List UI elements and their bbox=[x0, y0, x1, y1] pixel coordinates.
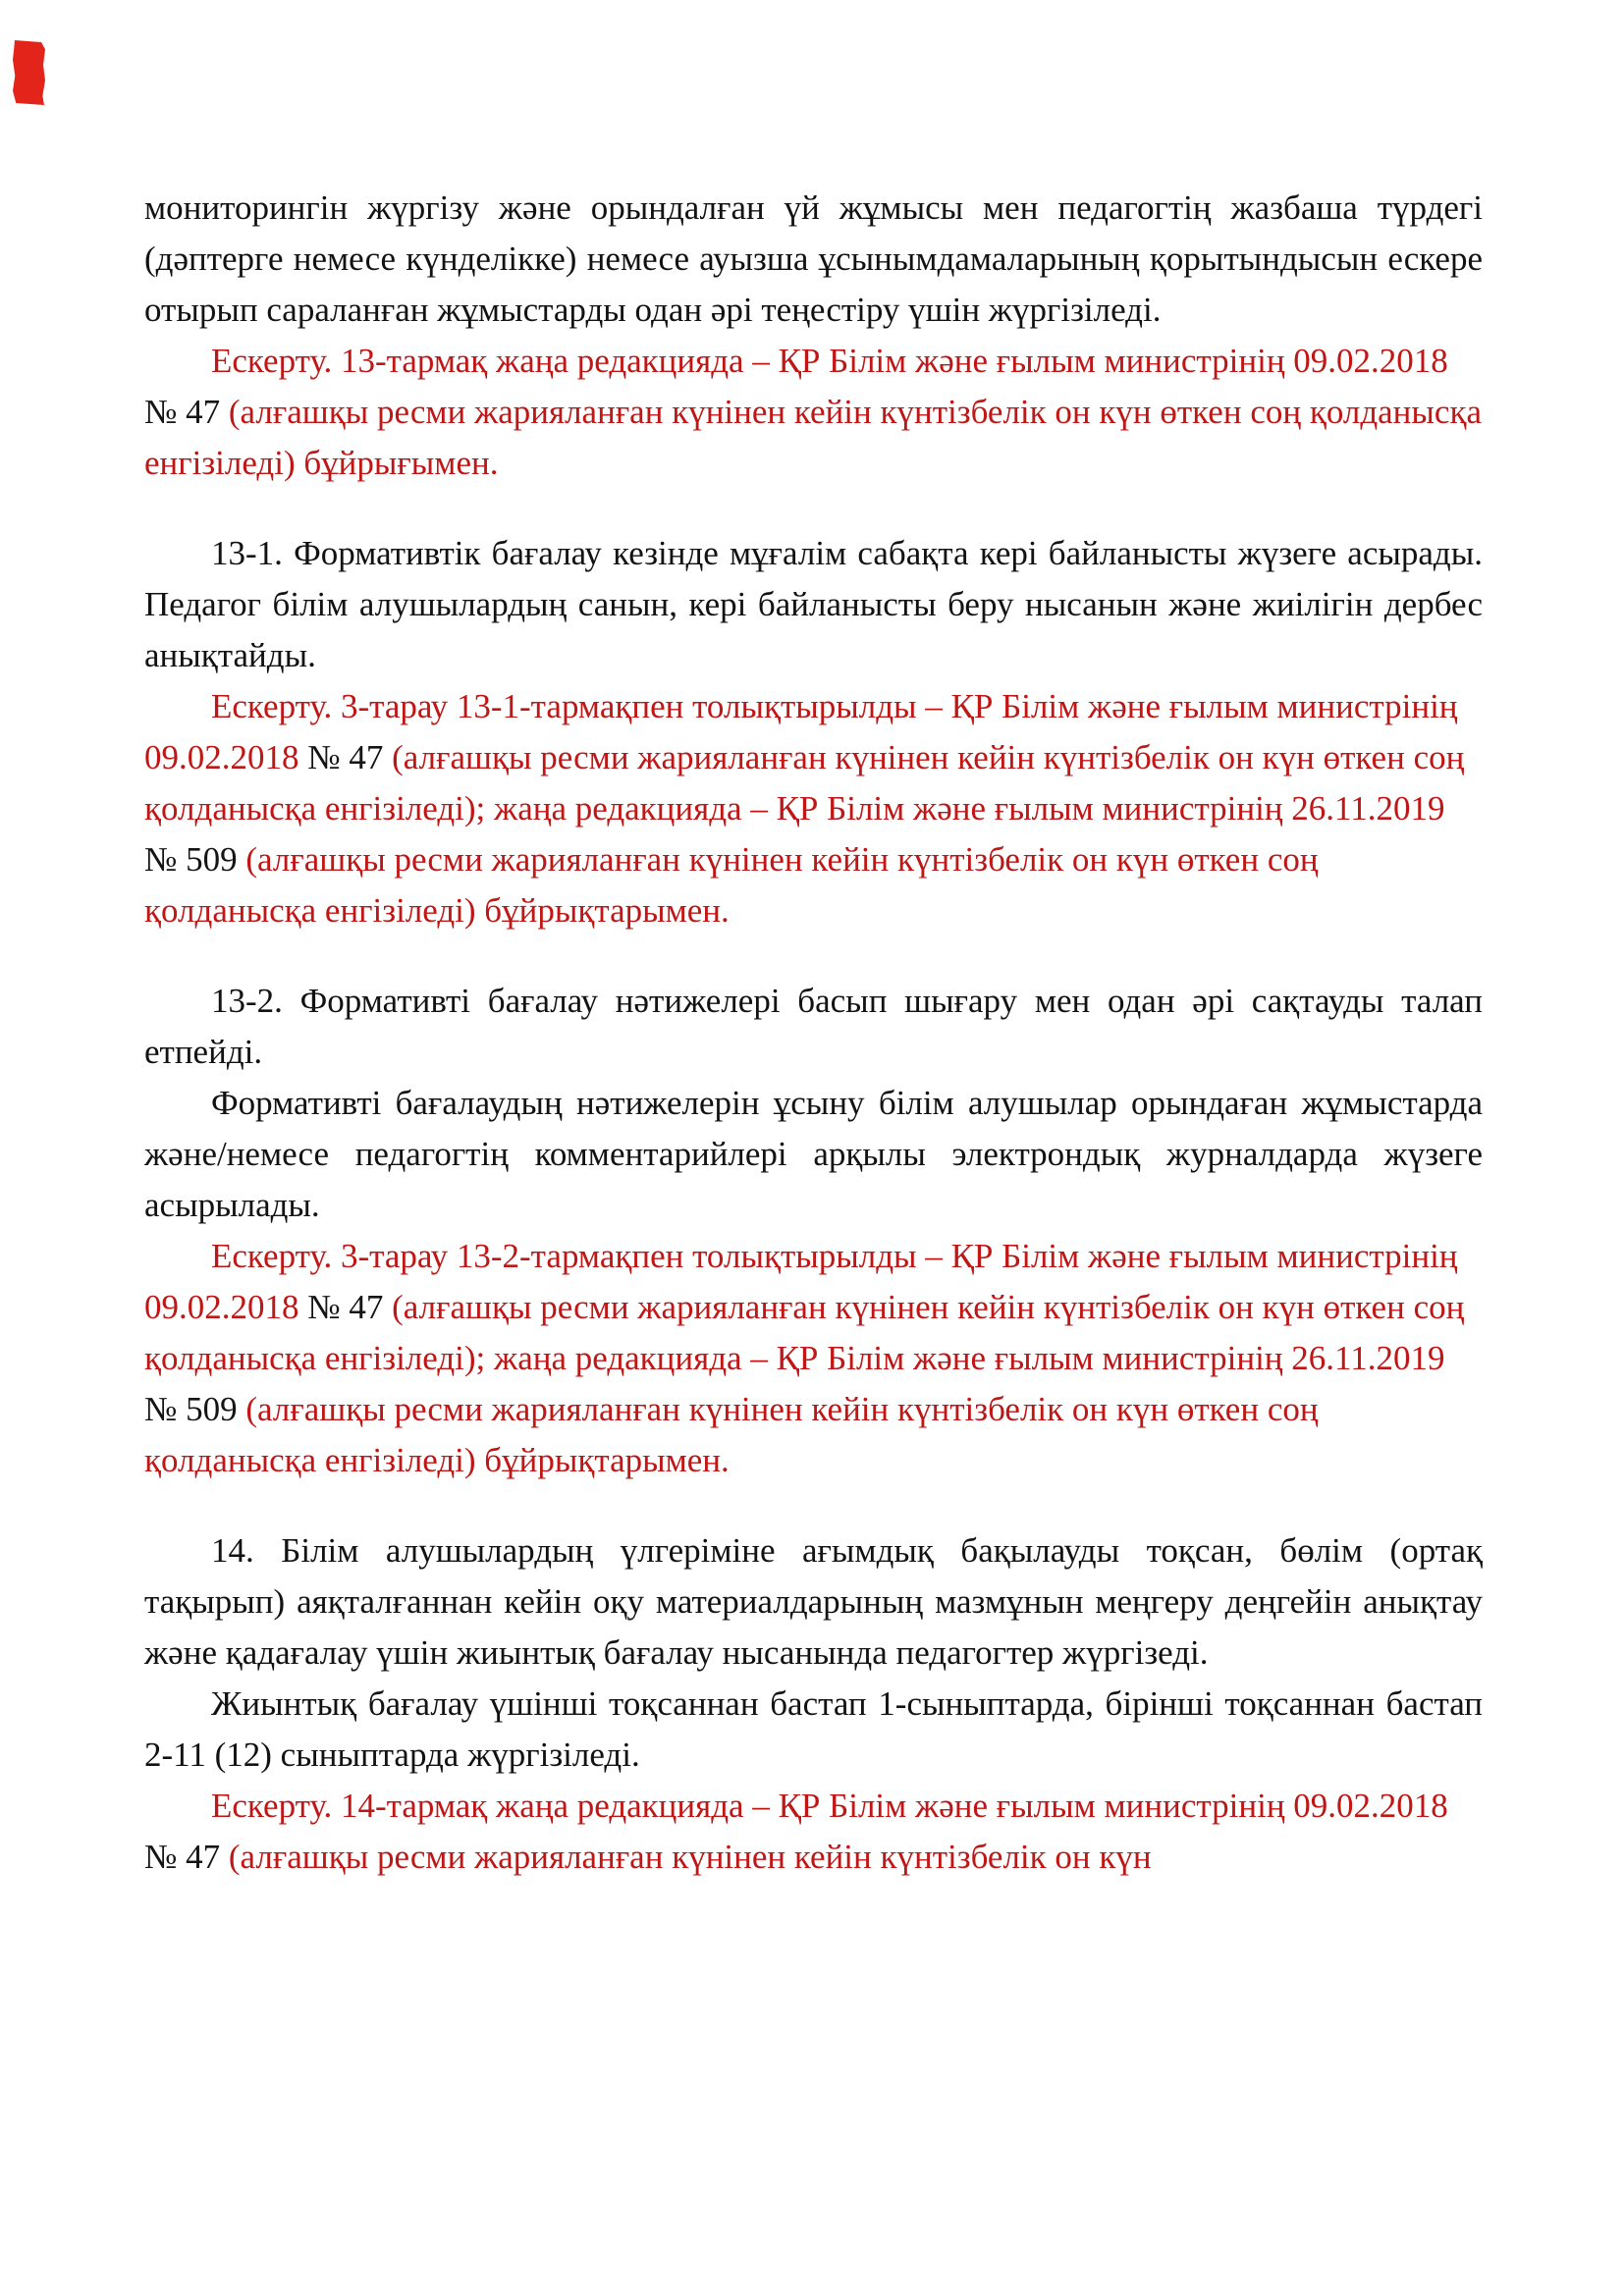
text-run: (алғашқы ресми жарияланған күнінен кейін күнтізбелік он күн өткен соң қолданысқа енгізіледі) бұйрығымен. bbox=[144, 393, 1483, 482]
order-number: № 509 bbox=[144, 1390, 238, 1428]
text-run: (алғашқы ресми жарияланған күнінен кейін күнтізбелік он күн өткен соң қолданысқа енгізіледі); жаңа редакцияда – ҚР Білім және ғылым министрінің 26.11.2019 bbox=[144, 738, 1465, 828]
text-run: Ескерту. 3-тарау 13-2-тармақпен толықтырылды – ҚР Білім және ғылым министрінің 09.02.2018 bbox=[144, 1237, 1458, 1326]
text-run: (алғашқы ресми жарияланған күнінен кейін күнтізбелік он күн bbox=[220, 1838, 1152, 1876]
paragraph-14-details bbox=[144, 1679, 1483, 1781]
text-run: мониторингін жүргізу және орындалған үй жұмысы мен педагогтің жазбаша түрдегі (дәптерге немесе күнделікке) немесе ауызша ұсынымдамаларының қорытындысын ескере отырып сараланған жұмыстарды одан әрі теңестіру үшін жүргізіледі. bbox=[144, 188, 1483, 329]
text-run: Ескерту. 13-тармақ жаңа редакцияда – ҚР Білім және ғылым министрінің 09.02.2018 bbox=[211, 342, 1448, 380]
paragraph-13-1 bbox=[144, 528, 1483, 681]
text-run: (алғашқы ресми жарияланған күнінен кейін күнтізбелік он күн өткен соң қолданысқа енгізіледі) бұйрықтарымен. bbox=[144, 1390, 1319, 1479]
order-number: № 47 bbox=[144, 393, 221, 431]
order-number: № 47 bbox=[307, 1288, 384, 1326]
text-run: (алғашқы ресми жарияланған күнінен кейін күнтізбелік он күн өткен соң қолданысқа енгізіледі); жаңа редакцияда – ҚР Білім және ғылым министрінің 26.11.2019 bbox=[144, 1288, 1465, 1377]
note-13-1-amendment bbox=[144, 681, 1483, 936]
paragraph-13-2 bbox=[144, 976, 1483, 1078]
note-13-amendment bbox=[144, 336, 1483, 489]
text-run: (алғашқы ресми жарияланған күнінен кейін күнтізбелік он күн өткен соң қолданысқа енгізіледі) бұйрықтарымен. bbox=[144, 840, 1319, 930]
note-14-amendment bbox=[144, 1781, 1483, 1883]
text-run: Ескерту. 14-тармақ жаңа редакцияда – ҚР Білім және ғылым министрінің 09.02.2018 bbox=[211, 1787, 1448, 1825]
red-corner-mark bbox=[13, 40, 45, 105]
paragraph-14 bbox=[144, 1525, 1483, 1679]
text-run: Формативті бағалаудың нәтижелерін ұсыну білім алушылар орындаған жұмыстарда және/немесе педагогтің комментарийлері арқылы электрондық журналдарда жүзеге асырылады. bbox=[144, 1084, 1483, 1224]
order-number: № 509 bbox=[144, 840, 238, 879]
order-number: № 47 bbox=[307, 738, 384, 776]
order-number: № 47 bbox=[144, 1838, 221, 1876]
text-run: Жиынтық бағалау үшінші тоқсаннан бастап 1-сыныптарда, бірінші тоқсаннан бастап 2-11 (12) сыныптарда жүргізіледі. bbox=[144, 1684, 1483, 1774]
text-run: 13-1. Формативтік бағалау кезінде мұғалім сабақта кері байланысты жүзеге асырады. Педагог білім алушылардың санын, кері байланысты беру нысанын және жиілігін дербес анықтайды. bbox=[144, 534, 1483, 674]
text-run: 13-2. Формативті бағалау нәтижелері басып шығару мен одан әрі сақтауды талап етпейді. bbox=[144, 982, 1483, 1071]
text-run: 14. Білім алушылардың үлгеріміне ағымдық бақылауды тоқсан, бөлім (ортақ тақырып) аяқталғаннан кейін оқу материалдарының мазмұнын меңгеру деңгейін анықтау және қадағалау үшін жиынтық бағалау нысанында педагогтер жүргізеді. bbox=[144, 1531, 1483, 1672]
document-text-block bbox=[144, 183, 1483, 1883]
paragraph-13-continuation bbox=[144, 183, 1483, 336]
paragraph-13-2-details bbox=[144, 1078, 1483, 1231]
note-13-2-amendment bbox=[144, 1231, 1483, 1486]
text-run: Ескерту. 3-тарау 13-1-тармақпен толықтырылды – ҚР Білім және ғылым министрінің 09.02.2018 bbox=[144, 687, 1458, 776]
